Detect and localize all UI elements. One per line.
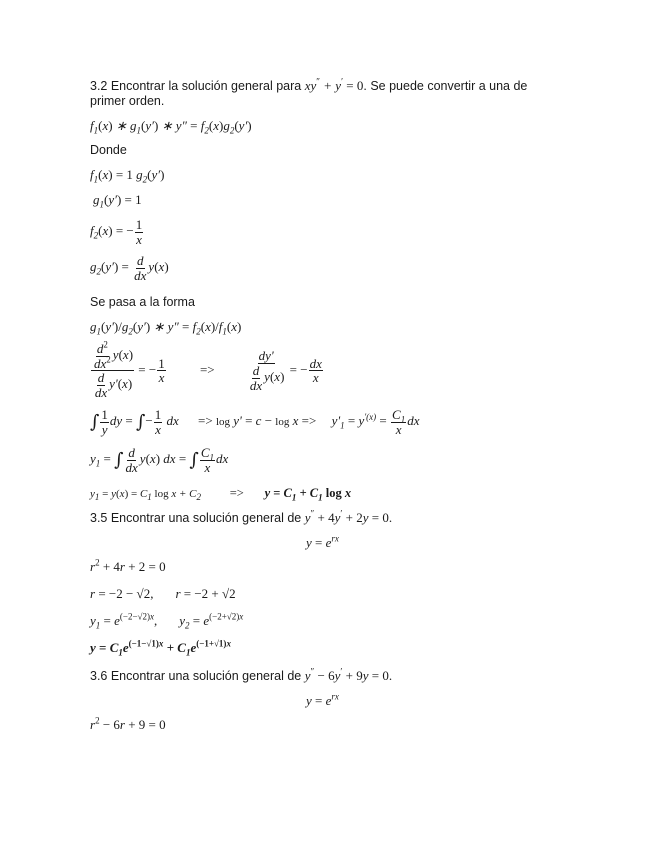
- integration-equation: ∫ $\frac{1}{y}$ dy = ∫− $\frac{1}{x}$ dx => $\log y' = c - \log x => y'_1 = y^{'(x)}$ = $\frac{C_1}{x}$ dx: [90, 407, 420, 437]
- g2-definition: $g_2(y')$ = $\frac{d}{dx}$ y(x): [90, 253, 169, 283]
- g1-definition: $g_1(y') = 1$: [93, 192, 142, 210]
- characteristic-equation: $r^2 - 6r + 9 = 0$: [90, 715, 166, 732]
- ode-equation: y″ − 6y′ + 9y = 0.: [304, 666, 393, 683]
- trial-solution: $y = e^{rx}$: [306, 533, 339, 550]
- donde-label: Donde: [90, 143, 127, 157]
- trial-solution: $y = e^{rx}$: [306, 691, 339, 708]
- f1-g2-definition: $f_1(x) = 1$ $g_2(y')$: [90, 167, 165, 185]
- y1-integral-equation: $y_1$ = ∫ $\frac{d}{dx}$ y(x) dx = ∫ $\frac{C_1}{x}$ dx: [90, 445, 229, 475]
- heading-text: 3.6 Encontrar una solución general de: [90, 669, 305, 683]
- heading-text: 3.2 Encontrar la solución general para: [90, 79, 305, 93]
- ode-equation: y″ + 4y′ + 2y = 0.: [304, 508, 393, 525]
- problem-3-6-heading: [90, 668, 392, 684]
- rearranged-form-equation: $g_1(y')/g_2(y')$ ∗ $y'' = f_2(x)/f_1(x)$: [90, 319, 242, 337]
- characteristic-equation: $r^2 + 4r + 2 = 0$: [90, 557, 166, 574]
- heading-text-cont: . Se puede convertir a una de: [363, 79, 528, 93]
- basis-solutions: $y_1 = e^{(-2-√2)x}$, $y_2 = e^{(-2+√2)x}$: [90, 611, 244, 631]
- problem-3-2-heading-line2: primer orden.: [90, 94, 165, 108]
- implies-arrow: =>: [229, 486, 244, 500]
- se-pasa-label: Se pasa a la forma: [90, 295, 195, 309]
- heading-text: 3.5 Encontrar una solución general de: [90, 511, 305, 525]
- problem-3-5-heading: [90, 510, 392, 526]
- problem-3-2-heading: [90, 78, 527, 94]
- second-derivative-fraction-equation: $\frac{d^2}{dx^2}$ y(x) $\frac{d}{dx}$ y'(x) = − $\frac{1}{x}$ => dy' $\frac{d}{dx}$ y(x) = − $\frac{dx}{x}$: [90, 342, 324, 400]
- ode-equation: xy″ + y′ = 0: [304, 76, 364, 93]
- implies-arrow: =>: [198, 413, 213, 429]
- characteristic-roots: r = −2 − √2, r = −2 + √2: [90, 586, 236, 601]
- problem-3-5-general-solution: $y = C_1e^{(-1-√1)x} + C_1e^{(-1+√1)x}$: [90, 638, 231, 658]
- implies-arrow: =>: [199, 361, 215, 377]
- problem-3-2-solution: $y_1 = y(x) = C_1$ $\log x + C_2 => y = C_1 + C_1$ log x: [90, 486, 352, 503]
- separable-form-equation: $f_1(x)$ ∗ $g_1(y')$ ∗ $y'' = f_2(x)g_2(y')$: [90, 118, 252, 136]
- f2-definition: $f_2(x)$ = − $\frac{1}{x}$: [90, 217, 143, 247]
